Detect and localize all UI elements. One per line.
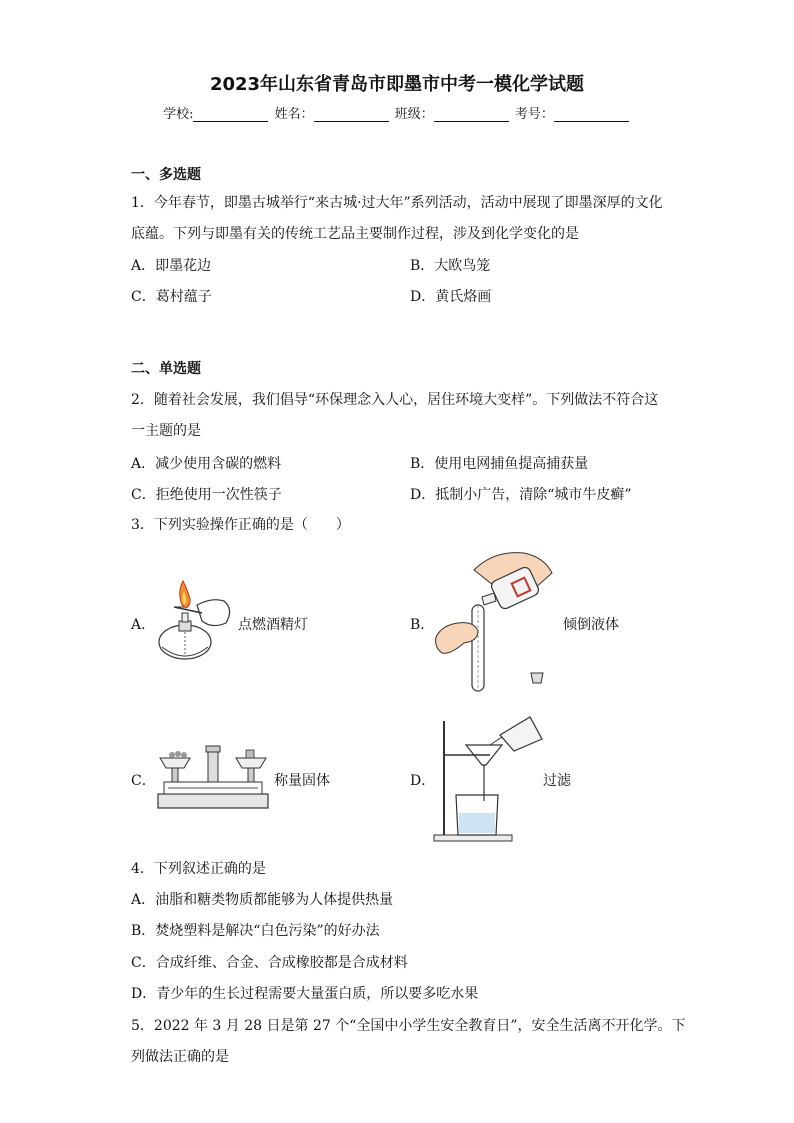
q3-stem: 3．下列实验操作正确的是（ ）: [131, 517, 350, 533]
q4-option-c[interactable]: C．合成纤维、合金、合成橡胶都是合成材料: [131, 955, 408, 971]
q2-option-d[interactable]: D．抵制小广告，清除“城市牛皮癣”: [410, 487, 632, 503]
q1-option-a[interactable]: A．即墨花边: [131, 258, 212, 274]
class-label: 班级：: [394, 107, 434, 122]
q3-option-d-label: 过滤: [543, 773, 571, 789]
filtration-setup-icon: [430, 715, 550, 843]
q2-stem-line2: 一主题的是: [131, 423, 201, 439]
balance-scale-icon: [154, 738, 272, 814]
q3-option-c-label: 称量固体: [274, 773, 330, 789]
section-single-choice: 二、单选题: [131, 361, 201, 377]
section-multi-choice: 一、多选题: [131, 167, 201, 183]
q5-stem-line2: 列做法正确的是: [131, 1049, 229, 1065]
class-blank[interactable]: [434, 107, 509, 122]
school-label: 学校:: [163, 107, 194, 122]
q4-option-a[interactable]: A．油脂和糖类物质都能够为人体提供热量: [131, 892, 394, 908]
q4-option-b[interactable]: B．焚烧塑料是解决“白色污染”的好办法: [131, 923, 380, 939]
q2-stem-line1: 2．随着社会发展，我们倡导“环保理念入人心，居住环境大变样”。下列做法不符合这: [131, 392, 659, 408]
student-info-row: [0, 103, 794, 122]
page-title: 2023年山东省青岛市即墨市中考一模化学试题: [209, 74, 585, 95]
q1-option-c[interactable]: C．葛村蕴子: [131, 289, 212, 305]
q1-option-b[interactable]: B．大欧鸟笼: [410, 258, 491, 274]
alcohol-lamp-lighting-icon: [152, 577, 240, 669]
q4-option-d[interactable]: D．青少年的生长过程需要大量蛋白质，所以要多吃水果: [131, 986, 479, 1002]
q4-stem: 4．下列叙述正确的是: [131, 861, 266, 877]
q1-stem-line2: 底蕴。下列与即墨有关的传统工艺品主要制作过程，涉及到化学变化的是: [131, 226, 579, 242]
school-blank[interactable]: [193, 107, 268, 122]
number-blank[interactable]: [554, 107, 629, 122]
q2-option-c[interactable]: C．拒绝使用一次性筷子: [131, 487, 282, 503]
q3-option-a-label: 点燃酒精灯: [238, 617, 308, 633]
q2-option-b[interactable]: B．使用电网捕鱼提高捕获量: [410, 456, 589, 472]
q1-option-d[interactable]: D．黄氏烙画: [410, 289, 492, 305]
name-label: 姓名：: [274, 107, 314, 122]
q2-option-a[interactable]: A．减少使用含碳的燃料: [131, 456, 282, 472]
q1-stem-line1: 1．今年春节，即墨古城举行“来古城·过大年”系列活动，活动中展现了即墨深厚的文化: [131, 195, 663, 211]
q5-stem-line1: 5．2022 年 3 月 28 日是第 27 个“全国中小学生安全教育日”，安全生活离不开化学。下: [131, 1018, 686, 1034]
number-label: 考号：: [514, 107, 554, 122]
name-blank[interactable]: [314, 107, 389, 122]
q3-option-d-letter[interactable]: D．: [410, 773, 436, 789]
pour-liquid-icon: [434, 545, 564, 695]
q3-option-c-letter[interactable]: C．: [131, 773, 156, 789]
q3-option-b-letter[interactable]: B．: [410, 617, 435, 633]
q3-option-a-letter[interactable]: A．: [131, 617, 156, 633]
q3-option-b-label: 倾倒液体: [563, 617, 619, 633]
